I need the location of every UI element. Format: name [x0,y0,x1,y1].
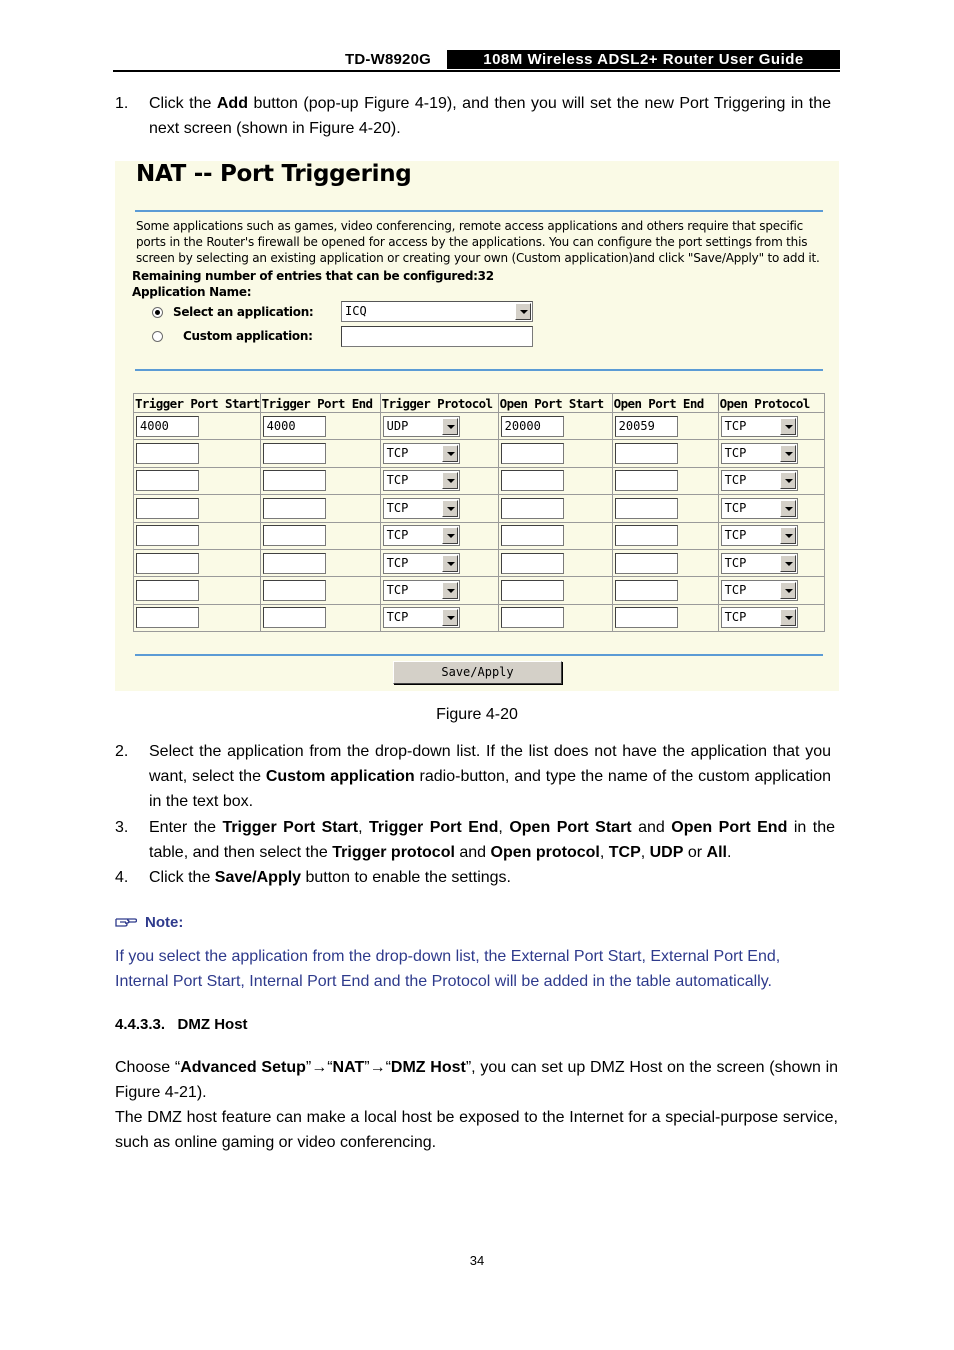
table-row [134,549,825,576]
table-cell [612,495,718,522]
trigger-protocol-select[interactable] [383,443,460,464]
trigger-protocol-select-value: TCP [386,583,409,598]
table-row [134,522,825,549]
table-cell [718,522,824,549]
open-port-start-input[interactable] [501,498,564,519]
trigger-port-start-input[interactable] [136,498,199,519]
open-protocol-select-value: TCP [724,500,747,515]
table-cell [612,604,718,631]
open-protocol-select[interactable] [721,470,798,491]
open-port-start-input[interactable] [501,470,564,491]
open-port-end-input[interactable] [615,470,678,491]
trigger-protocol-select[interactable] [383,525,460,546]
table-cell [380,495,498,522]
table-row [134,467,825,494]
table-row [134,413,825,440]
screen-title: NAT -- Port Triggering [136,161,412,187]
table-cell [134,549,261,576]
trigger-protocol-select-value: TCP [386,446,409,461]
chevron-down-icon [780,445,796,462]
chevron-down-icon [442,527,458,544]
mid-divider [135,369,823,371]
chevron-down-icon [780,609,796,626]
open-port-end-input[interactable] [615,553,678,574]
open-protocol-select-value: TCP [724,583,747,598]
table-cell [134,413,261,440]
save-apply-button[interactable]: Save/Apply [393,661,562,684]
trigger-port-end-input[interactable] [263,470,326,491]
chevron-down-icon [442,500,458,517]
header-model: TD-W8920G [345,51,431,68]
page-number: 34 [469,1253,485,1268]
table-cell [260,495,380,522]
table-cell [718,440,824,467]
custom-application-input[interactable] [341,326,533,347]
chevron-down-icon [515,303,531,320]
step-3-text: Enter the Trigger Port Start, Trigger Port End, Open Port Start and Open Port End in the table, and then select the Trigger protocol and Open protocol, TCP, UDP or All. [149,819,835,861]
chevron-down-icon [442,445,458,462]
table-cell [134,522,261,549]
table-cell [718,549,824,576]
col-trigger-port-start: Trigger Port Start [135,395,260,411]
trigger-protocol-select-value: TCP [386,473,409,488]
table-row [134,495,825,522]
chevron-down-icon [780,555,796,572]
table-cell [718,495,824,522]
trigger-port-end-input[interactable] [263,525,326,546]
trigger-port-end-input[interactable] [263,498,326,519]
table-cell [260,577,380,604]
step-1-text: Click the Add button (pop-up Figure 4-19), and then you will set the new Port Triggering in the next screen (shown in Figure 4-20). [149,95,832,137]
trigger-port-start-input[interactable] [136,525,199,546]
trigger-protocol-select[interactable] [383,470,460,491]
table-cell [260,549,380,576]
trigger-port-end-input[interactable] [263,607,326,628]
table-cell [718,604,824,631]
section-paragraph-2: The DMZ host feature can make a local host be exposed to the Internet for a special-purpose service, such as online gaming or video conferencing. [115,1109,838,1151]
table-cell [498,604,612,631]
header-rule [113,70,840,72]
col-trigger-protocol: Trigger Protocol [380,394,498,413]
open-protocol-select-value: TCP [724,473,747,488]
chevron-down-icon [780,527,796,544]
table-cell [380,467,498,494]
open-protocol-select[interactable] [721,607,798,628]
table-cell [612,413,718,440]
trigger-protocol-select-value: UDP [386,418,409,433]
trigger-port-start-input[interactable] [136,553,199,574]
table-cell [134,604,261,631]
open-port-start-input[interactable] [501,443,564,464]
open-protocol-select[interactable] [721,498,798,519]
trigger-port-start-input[interactable]: 4000 [136,416,199,437]
trigger-protocol-select[interactable] [383,553,460,574]
trigger-protocol-select-value: TCP [386,500,409,515]
trigger-port-end-input[interactable] [263,580,326,601]
table-cell [380,604,498,631]
chevron-down-icon [442,418,458,435]
table-cell [498,440,612,467]
chevron-down-icon [442,609,458,626]
trigger-port-start-input[interactable] [136,443,199,464]
trigger-protocol-select-value: TCP [386,528,409,543]
screen-description: Some applications such as games, video conferencing, remote access applications and others require that specific ports in the Router's firewall be opened for access by the applications. You can configure the port settings from this screen by selecting an existing application or creating your own (Custom application)and click "Save/Apply" to add it. [136,219,820,265]
chevron-down-icon [780,582,796,599]
table-cell [612,522,718,549]
chevron-down-icon [780,472,796,489]
open-protocol-select[interactable] [721,416,798,437]
application-select-value: ICQ [345,304,367,318]
chevron-down-icon [442,472,458,489]
trigger-port-end-input[interactable] [263,443,326,464]
header-guide-title: 108M Wireless ADSL2+ Router User Guide [447,50,840,69]
table-cell [380,522,498,549]
table-cell [134,440,261,467]
table-cell [380,440,498,467]
table-cell [498,413,612,440]
open-port-start-input[interactable] [501,525,564,546]
table-cell [718,577,824,604]
trigger-protocol-select[interactable] [383,416,460,437]
trigger-port-start-input[interactable] [136,470,199,491]
open-port-end-input[interactable] [615,607,678,628]
table-cell [260,522,380,549]
table-cell [498,467,612,494]
select-application-radio[interactable] [152,307,163,318]
col-open-port-end: Open Port End [612,394,718,413]
table-cell [260,604,380,631]
open-protocol-select-value: TCP [724,528,747,543]
step-3-number: 3. [115,819,129,836]
open-protocol-select-value: TCP [724,446,747,461]
open-port-end-input[interactable] [615,580,678,601]
col-open-port-start: Open Port Start [498,394,612,413]
trigger-protocol-select-value: TCP [386,610,409,625]
open-protocol-select[interactable] [721,525,798,546]
nat-port-triggering-screenshot [115,161,839,691]
open-port-end-input[interactable] [615,498,678,519]
col-open-protocol: Open Protocol [718,394,824,413]
trigger-protocol-select[interactable] [383,580,460,601]
trigger-protocol-select[interactable] [383,607,460,628]
table-cell [260,467,380,494]
select-application-label: Select an application: [173,305,314,319]
table-cell [612,440,718,467]
application-select[interactable] [341,301,533,322]
custom-application-radio[interactable] [152,331,163,342]
open-port-end-input[interactable] [615,443,678,464]
table-cell [260,440,380,467]
table-cell [498,522,612,549]
table-row [134,577,825,604]
custom-application-label: Custom application: [183,329,313,343]
open-port-end-input[interactable] [615,525,678,546]
bottom-divider [135,654,823,656]
table-cell [612,549,718,576]
chevron-down-icon [442,582,458,599]
trigger-protocol-select[interactable] [383,498,460,519]
step-1-number: 1. [115,95,129,112]
step-2-text: Select the application from the drop-down list. If the list does not have the application that you want, select the Custom application radio-button, and type the name of the custom application in the text box. [149,743,832,810]
table-cell [134,467,261,494]
table-cell [380,549,498,576]
table-row [134,440,825,467]
open-port-start-input[interactable] [501,607,564,628]
table-cell [498,549,612,576]
section-paragraph-1: Choose “Advanced Setup”→“NAT”→“DMZ Host”, you can set up DMZ Host on the screen (shown in Figure 4-21). [115,1059,839,1101]
note-body: If you select the application from the drop-down list, the External Port Start, External Port End, Internal Port Start, Internal Port End and the Protocol will be added in the table automatically. [115,948,781,990]
table-cell [498,577,612,604]
table-cell [612,467,718,494]
open-protocol-select-value: TCP [724,555,747,570]
table-row [134,604,825,631]
open-protocol-select[interactable] [721,553,798,574]
table-cell [718,467,824,494]
trigger-port-end-input[interactable] [263,553,326,574]
chevron-down-icon [780,500,796,517]
col-trigger-port-end: Trigger Port End [260,394,380,413]
step-4-text: Click the Save/Apply button to enable the settings. [149,869,511,886]
table-cell [134,577,261,604]
trigger-port-start-input[interactable] [136,607,199,628]
open-protocol-select-value: TCP [724,610,747,625]
trigger-protocol-select-value: TCP [386,555,409,570]
table-cell [498,495,612,522]
open-protocol-select[interactable] [721,443,798,464]
figure-caption: Figure 4-20 [436,706,518,723]
section-heading: 4.4.3.3. DMZ Host [115,1016,248,1033]
open-protocol-select[interactable] [721,580,798,601]
pointing-hand-icon [115,916,137,928]
table-header-row [134,394,825,413]
open-port-start-input[interactable] [501,580,564,601]
remaining-entries-label: Remaining number of entries that can be configured:32 [132,269,494,283]
trigger-port-start-input[interactable] [136,580,199,601]
step-4-number: 4. [115,869,129,886]
step-2-number: 2. [115,743,129,760]
table-cell [612,577,718,604]
table-cell [380,413,498,440]
top-divider [135,210,823,212]
table-cell [260,413,380,440]
table-cell [134,495,261,522]
port-trigger-table [133,393,825,632]
table-cell [380,577,498,604]
open-port-start-input[interactable]: 20000 [501,416,564,437]
open-port-end-input[interactable]: 20059 [615,416,678,437]
chevron-down-icon [442,555,458,572]
chevron-down-icon [780,418,796,435]
open-protocol-select-value: TCP [724,418,747,433]
note-heading: Note: [115,914,183,931]
application-name-label: Application Name: [132,285,252,299]
table-cell [718,413,824,440]
open-port-start-input[interactable] [501,553,564,574]
trigger-port-end-input[interactable]: 4000 [263,416,326,437]
